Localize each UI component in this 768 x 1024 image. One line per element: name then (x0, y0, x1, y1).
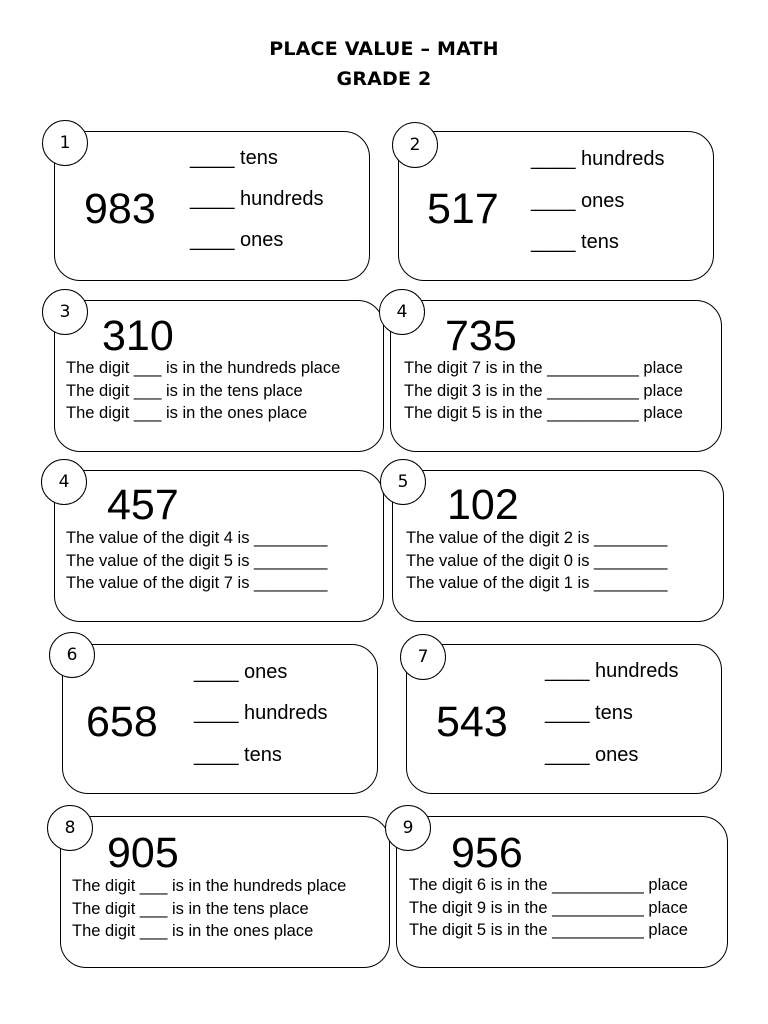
question-number-badge: 6 (49, 632, 95, 678)
question-line: The value of the digit 5 is ________ (66, 552, 328, 570)
place-option: ____ ones (531, 190, 625, 212)
question-line: The digit 5 is in the __________ place (404, 404, 683, 422)
question-number-badge: 4 (41, 459, 87, 505)
question-number-badge: 7 (400, 634, 446, 680)
worksheet-subtitle: GRADE 2 (336, 68, 432, 90)
question-line: The digit ___ is in the hundreds place (72, 877, 347, 895)
worksheet-title: PLACE VALUE – MATH (269, 38, 499, 60)
target-number: 457 (107, 481, 179, 529)
question-line: The digit ___ is in the hundreds place (66, 359, 341, 377)
question-number-badge: 3 (42, 289, 88, 335)
question-number-badge: 9 (385, 805, 431, 851)
question-line: The digit 3 is in the __________ place (404, 382, 683, 400)
target-number: 543 (436, 698, 508, 746)
question-line: The value of the digit 7 is ________ (66, 574, 328, 592)
target-number: 956 (451, 829, 523, 877)
question-line: The value of the digit 4 is ________ (66, 529, 328, 547)
question-line: The value of the digit 1 is ________ (406, 574, 668, 592)
place-option: ____ hundreds (531, 148, 665, 170)
question-number-badge: 4 (379, 289, 425, 335)
question-line: The value of the digit 2 is ________ (406, 529, 668, 547)
place-option: ____ hundreds (194, 702, 328, 724)
target-number: 983 (84, 185, 156, 233)
question-line: The digit 5 is in the __________ place (409, 921, 688, 939)
place-option: ____ tens (194, 744, 282, 766)
place-option: ____ ones (194, 661, 288, 683)
question-line: The digit ___ is in the ones place (66, 404, 308, 422)
place-option: ____ tens (531, 231, 619, 253)
question-number-badge: 5 (380, 459, 426, 505)
question-line: The digit 9 is in the __________ place (409, 899, 688, 917)
question-line: The digit ___ is in the ones place (72, 922, 314, 940)
target-number: 905 (107, 829, 179, 877)
target-number: 658 (86, 698, 158, 746)
target-number: 517 (427, 185, 499, 233)
question-line: The digit ___ is in the tens place (72, 900, 309, 918)
question-line: The value of the digit 0 is ________ (406, 552, 668, 570)
place-option: ____ ones (190, 229, 284, 251)
place-option: ____ tens (545, 702, 633, 724)
question-line: The digit ___ is in the tens place (66, 382, 303, 400)
place-option: ____ hundreds (545, 660, 679, 682)
question-number-badge: 8 (47, 805, 93, 851)
question-line: The digit 6 is in the __________ place (409, 876, 688, 894)
question-number-badge: 2 (392, 122, 438, 168)
question-line: The digit 7 is in the __________ place (404, 359, 683, 377)
place-option: ____ tens (190, 147, 278, 169)
target-number: 310 (102, 312, 174, 360)
target-number: 735 (445, 312, 517, 360)
question-number-badge: 1 (42, 120, 88, 166)
place-option: ____ ones (545, 744, 639, 766)
target-number: 102 (447, 481, 519, 529)
place-option: ____ hundreds (190, 188, 324, 210)
